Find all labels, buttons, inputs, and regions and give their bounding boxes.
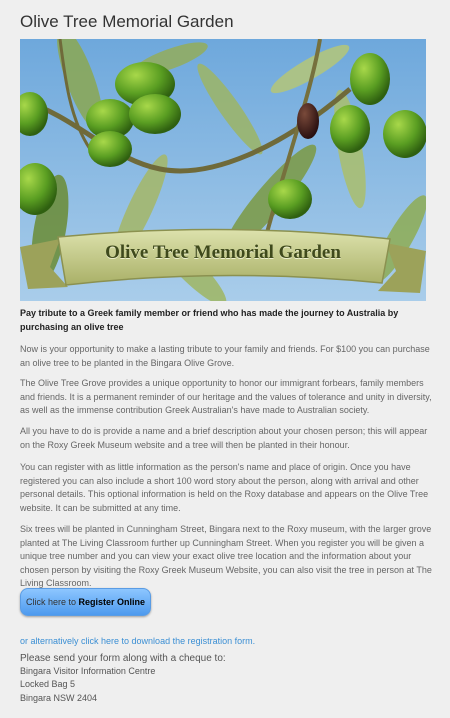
page-title: Olive Tree Memorial Garden [20,12,234,31]
register-online-button[interactable] [20,588,151,616]
address-line: Locked Bag 5 [20,679,76,690]
intro-text: Pay tribute to a Greek family member or friend who has made the journey to Australia by purchasing an olive tree [20,308,399,332]
address-intro: Please send your form along with a cheque to: [20,653,226,664]
paragraph-grove: The Olive Tree Grove provides a unique opportunity to honor our immigrant forbears, family members and friends. It is a permanent reminder of our heritage and the values of tolerance and unity in diversity, as well as the immense contribution Greek Australian's have made to Australian society. [20,378,432,415]
register-button-prefix: Click here to [25,597,79,607]
paragraph-opportunity: Now is your opportunity to make a lasting tribute to your family and friends. For $100 you can purchase an olive tree to be planted in the Bingara Olive Grove. [20,344,430,368]
paragraph-how-to: All you have to do is provide a name and a brief description about your chosen person; this will appear on the Roxy Greek Museum website and a tree will then be planted in their honour. [20,426,428,450]
address-line: Bingara Visitor Information Centre [20,666,156,677]
paragraph-planting: Six trees will be planted in Cunningham Street, Bingara next to the Roxy museum, with the larger grove planted at The Living Classroom further up Cunningham Street. When you register you will be given a unique tree number and you can view your exact olive tree location and the information about your chosen person by visiting the Roxy Greek Museum Website, you can also visit the tree in person at The Living Classroom. [20,524,432,588]
download-form-link[interactable]: or alternatively click here to download the registration form. [20,636,256,646]
banner-text: Olive Tree Memorial Garden [105,242,341,263]
hero-image [20,39,426,301]
paragraph-register-info: You can register with as little information as the person's name and place of origin. Once you have registered you can also include a short 100 word story about the person, along with arrival and other personal details. This optional information is held on the Roxy database and appears on the Olive Tree website. It can be submitted at any time. [20,462,429,513]
address-line: Bingara NSW 2404 [20,692,98,703]
postal-address [20,652,226,705]
register-button-emphasis: Register Online [78,597,146,607]
